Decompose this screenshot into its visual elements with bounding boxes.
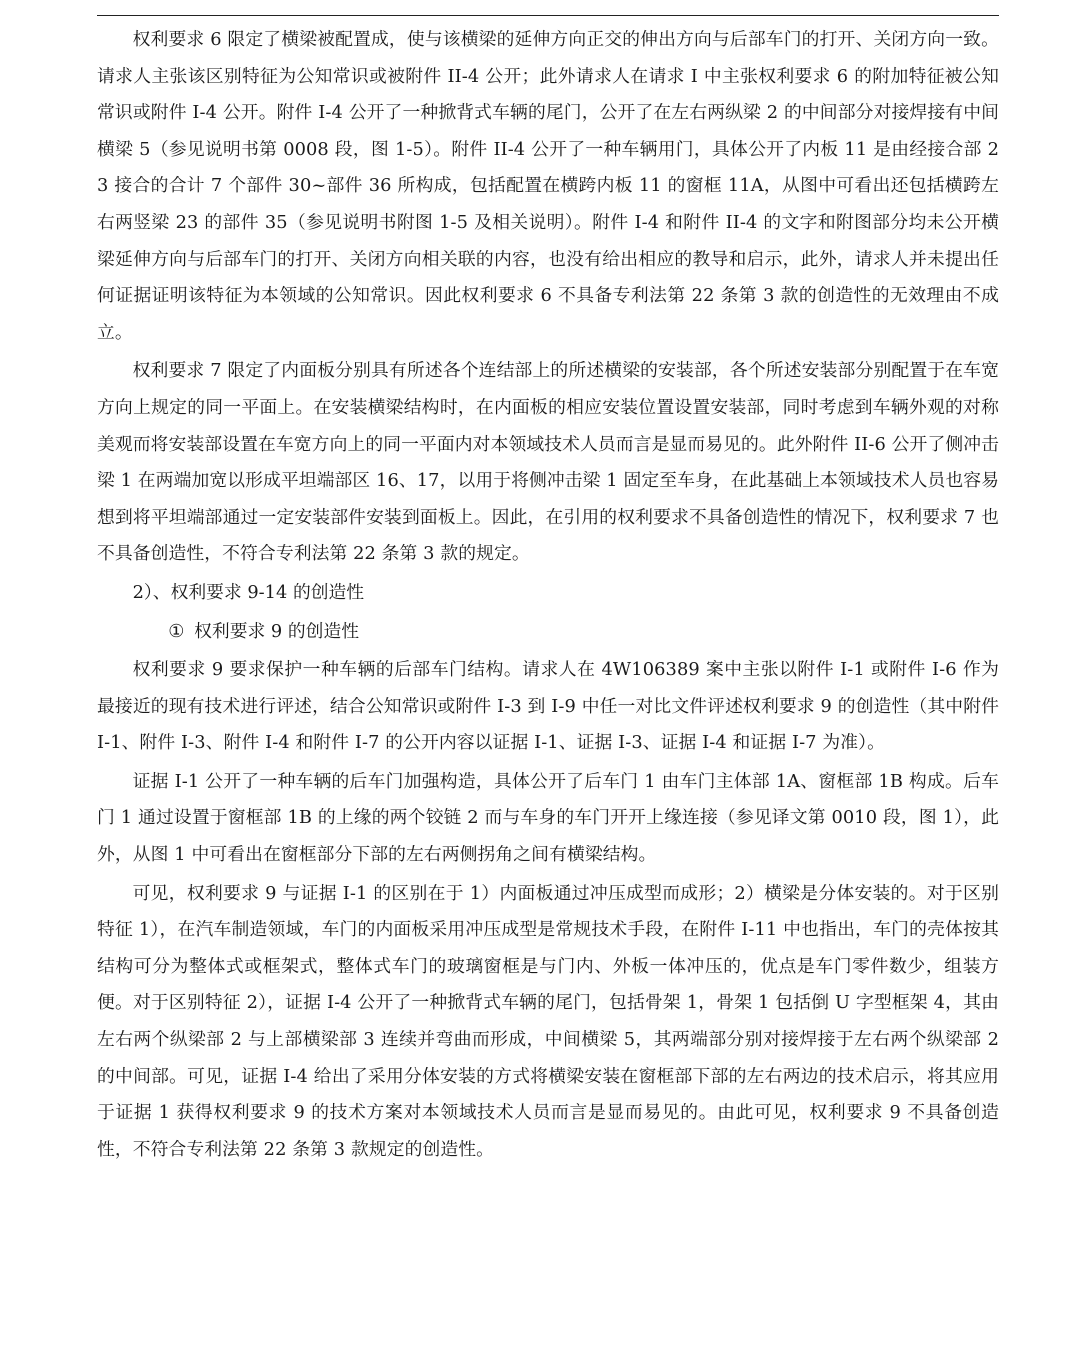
subsection-heading-claim-9 [97, 614, 999, 651]
paragraph-claim-9-analysis: 可见，权利要求 9 与证据 I-1 的区别在于 1）内面板通过冲压成型而成形；2）横梁是分体安装的。对于区别特征 1），在汽车制造领域，车门的内面板采用冲压成型是常规技术手段，在附件 I-11 中也指出，车门的壳体按其结构可分为整体式或框架式，整体式车门的玻璃窗框是与门内、外板一体冲压的，优点是车门零件数少，组装方便。对于区别特征 2），证据 I-4 公开了一种掀背式车辆的尾门，包括骨架 1，骨架 1 包括倒 U 字型框架 4，其由左右两个纵梁部 2 与上部横梁部 3 连续并弯曲而形成，中间横梁 5，其两端部分别对接焊接于左右两个纵梁部 2 的中间部。可见，证据 I-4 给出了采用分体安装的方式将横梁安装在窗框部下部的左右两边的技术启示，将其应用于证据 1 获得权利要求 9 的技术方案对本领域技术人员而言是显而易见的。由此可见，权利要求 9 不具备创造性，不符合专利法第 22 条第 3 款规定的创造性。 [97, 882, 999, 1160]
subsection-heading-text: 权利要求 9 的创造性 [194, 620, 360, 642]
paragraph-claim-9-intro: 权利要求 9 要求保护一种车辆的后部车门结构。请求人在 4W106389 案中主张以附件 I-1 或附件 I-6 作为最接近的现有技术进行评述，结合公知常识或附件 I-3 到 I-9 中任一对比文件评述权利要求 9 的创造性（其中附件 I-1、附件 I-3、附件 I-4 和附件 I-7 的公开内容以证据 I-1、证据 I-3、证据 I-4 和证据 I-7 为准）。 [97, 659, 999, 754]
section-heading-text: 2）、权利要求 9-14 的创造性 [132, 581, 365, 603]
paragraph-claim-6: 权利要求 6 限定了横梁被配置成，使与该横梁的延伸方向正交的伸出方向与后部车门的打开、关闭方向一致。请求人主张该区别特征为公知常识或被附件 II-4 公开；此外请求人在请求 I 中主张权利要求 6 的附加特征被公知常识或附件 I-4 公开。附件 I-4 公开了一种掀背式车辆的尾门，公开了在左右两纵梁 2 的中间部分对接焊接有中间横梁 5（参见说明书第 0008 段，图 1-5）。附件 II-4 公开了一种车辆用门，具体公开了内板 11 是由经接合部 23 接合的合计 7 个部件 30~部件 36 所构成，包括配置在横跨内板 11 的窗框 11A，从图中可看出还包括横跨左右两竖梁 23 的部件 35（参见说明书附图 1-5 及相关说明）。附件 I-4 和附件 II-4 的文字和附图部分均未公开横梁延伸方向与后部车门的打开、关闭方向相关联的内容，也没有给出相应的教导和启示，此外，请求人并未提出任何证据证明该特征为本领域的公知常识。因此权利要求 6 不具备专利法第 22 条第 3 款的创造性的无效理由不成立。 [97, 29, 999, 343]
circled-number-marker: ① [168, 620, 185, 642]
header-rule [97, 15, 999, 16]
paragraph-claim-7: 权利要求 7 限定了内面板分别具有所述各个连结部上的所述横梁的安装部，各个所述安装部分别配置于在车宽方向上规定的同一平面上。在安装横梁结构时，在内面板的相应安装位置设置安装部，同时考虑到车辆外观的对称美观而将安装部设置在车宽方向上的同一平面内对本领域技术人员而言是显而易见的。此外附件 II-6 公开了侧冲击梁 1 在两端加宽以形成平坦端部区 16、17，以用于将侧冲击梁 1 固定至车身，在此基础上本领域技术人员也容易想到将平坦端部通过一定安装部件安装到面板上。因此，在引用的权利要求不具备创造性的情况下，权利要求 7 也不具备创造性，不符合专利法第 22 条第 3 款的规定。 [97, 360, 999, 565]
paragraph-evidence-i-1: 证据 I-1 公开了一种车辆的后车门加强构造，具体公开了后车门 1 由车门主体部 1A、窗框部 1B 构成。后车门 1 通过设置于窗框部 1B 的上缘的两个铰链 2 而与车身的车门开开上缘连接（参见译文第 0010 段，图 1），此外，从图 1 中可看出在窗框部分下部的左右两侧拐角之间有横梁结构。 [97, 770, 999, 866]
section-heading-claims-9-14 [97, 575, 999, 612]
document-body [97, 22, 999, 1170]
